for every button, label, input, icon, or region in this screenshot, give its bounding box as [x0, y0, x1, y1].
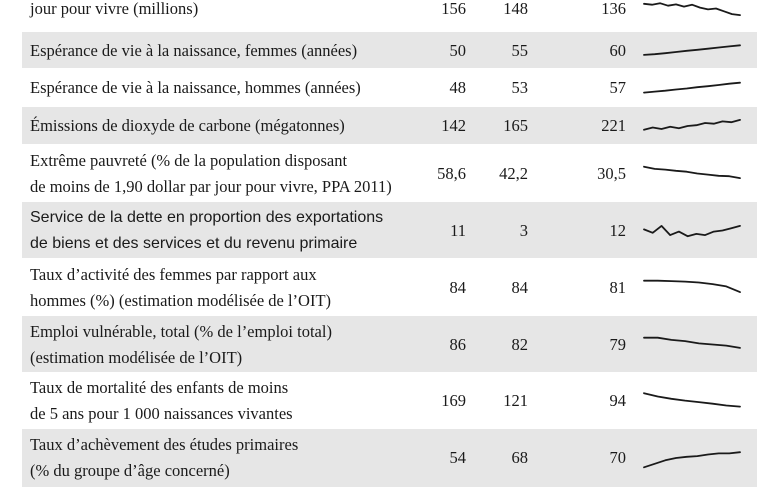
trend-line [644, 393, 740, 406]
value-col-3: 57 [609, 78, 626, 97]
row-label-line-1: Taux de mortalité des enfants de moins [30, 378, 289, 397]
row-label-line-1: Émissions de dioxyde de carbone (mégatonnes) [30, 116, 345, 135]
row-label-line-1: Extrême pauvreté (% de la population disposant [30, 150, 348, 170]
value-col-2: 84 [511, 277, 528, 297]
trend-sparkline [640, 32, 744, 69]
value-col-2: 3 [519, 220, 528, 240]
row-label [30, 107, 410, 145]
row-label [30, 259, 410, 316]
table-row [22, 0, 757, 32]
row-label-line-1: Service de la dette en proportion des exportations [30, 208, 384, 226]
value-col-2: 55 [511, 40, 528, 60]
trend-sparkline [640, 202, 744, 259]
row-label-line-1: Taux d’achèvement des études primaires [30, 435, 299, 454]
trend-line [644, 167, 740, 178]
trend-line [644, 338, 740, 348]
row-label [30, 429, 410, 487]
trend-line [644, 120, 740, 130]
value-col-1: 86 [449, 334, 466, 354]
row-label-line-2: hommes (%) (estimation modélisée de l’OIT) [30, 290, 332, 310]
value-col-1: 58,6 [437, 163, 466, 183]
row-label-line-1: Emploi vulnérable, total (% de l’emploi total) [30, 321, 332, 341]
row-label [30, 373, 410, 429]
trend-line [644, 3, 740, 15]
value-col-3: 30,5 [597, 163, 626, 183]
row-label-line-1: Taux d’activité des femmes par rapport aux [30, 264, 317, 284]
row-label [30, 145, 410, 202]
value-col-1: 156 [441, 0, 466, 18]
value-col-1: 142 [441, 116, 466, 135]
row-label [30, 202, 410, 259]
trend-line [644, 281, 740, 292]
row-label [30, 32, 410, 69]
value-col-3: 60 [609, 40, 626, 60]
row-label [30, 0, 410, 32]
row-label-line-2: (estimation modélisée de l’OIT) [30, 347, 243, 367]
value-col-2: 53 [511, 78, 528, 97]
trend-sparkline [640, 373, 744, 429]
trend-sparkline [640, 316, 744, 373]
row-label [30, 316, 410, 373]
trend-sparkline [640, 429, 744, 487]
trend-line [644, 226, 740, 236]
row-label-line-1: Espérance de vie à la naissance, femmes (années) [30, 40, 358, 60]
value-col-3: 81 [609, 277, 626, 297]
value-col-3: 136 [601, 0, 626, 18]
value-col-1: 48 [449, 78, 466, 97]
trend-sparkline [640, 69, 744, 107]
value-col-1: 50 [449, 40, 466, 60]
table-row [22, 106, 757, 145]
row-label-line-2: de moins de 1,90 dollar par jour pour vivre, PPA 2011) [30, 176, 392, 196]
value-col-2: 148 [503, 0, 528, 18]
table-row [22, 144, 757, 202]
value-col-2: 165 [503, 116, 528, 135]
value-col-2: 68 [511, 448, 528, 467]
value-col-1: 169 [441, 391, 466, 410]
row-label-line-2: jour pour vivre (millions) [30, 0, 199, 18]
value-col-1: 11 [450, 220, 466, 240]
value-col-3: 221 [601, 116, 626, 135]
trend-sparkline [640, 107, 744, 145]
table-row [22, 258, 757, 316]
trend-sparkline [640, 145, 744, 202]
table-row [22, 372, 757, 429]
row-label-line-2: de 5 ans pour 1 000 naissances vivantes [30, 404, 293, 423]
value-col-1: 84 [449, 277, 466, 297]
value-col-3: 79 [609, 334, 626, 354]
value-col-3: 12 [609, 220, 626, 240]
trend-line [644, 45, 740, 55]
table-row [22, 315, 757, 373]
row-label-line-2: (% du groupe d’âge concerné) [30, 461, 230, 480]
table-row [22, 201, 757, 259]
value-col-1: 54 [449, 448, 466, 467]
row-label [30, 69, 410, 107]
value-col-2: 121 [503, 391, 528, 410]
value-col-2: 82 [511, 334, 528, 354]
value-col-3: 94 [609, 391, 626, 410]
trend-sparkline [640, 259, 744, 316]
row-label-line-1: Espérance de vie à la naissance, hommes (années) [30, 78, 361, 97]
value-col-3: 70 [609, 448, 626, 467]
trend-line [644, 83, 740, 93]
row-label-line-2: de biens et des services et du revenu primaire [30, 234, 358, 252]
table-row [22, 31, 757, 69]
trend-sparkline [640, 0, 744, 32]
trend-line [644, 452, 740, 467]
table-row [22, 68, 757, 107]
value-col-2: 42,2 [499, 163, 528, 183]
table-row [22, 428, 757, 487]
